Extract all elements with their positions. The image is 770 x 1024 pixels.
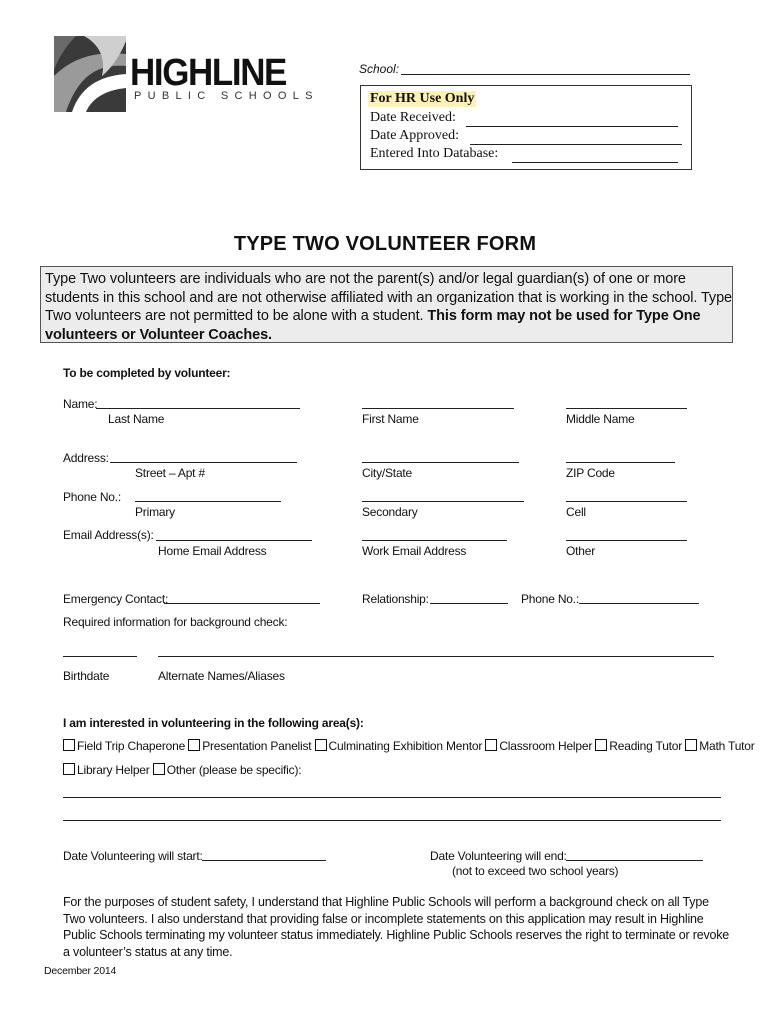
end-date-note: (not to exceed two school years) — [452, 864, 619, 878]
last-name-caption: Last Name — [108, 412, 165, 426]
other-specify-line-2[interactable] — [63, 820, 721, 821]
other-label: Other (please be specific): — [166, 763, 302, 777]
hr-box-title: For HR Use Only — [370, 91, 475, 106]
entered-database-field[interactable] — [512, 162, 678, 163]
address-label: Address: — [63, 451, 109, 465]
presentation-label: Presentation Panelist — [202, 739, 312, 753]
cell-phone-caption: Cell — [566, 505, 586, 519]
middle-name-caption: Middle Name — [566, 412, 635, 426]
volunteer-section-heading: To be completed by volunteer: — [63, 366, 231, 380]
other-email-caption: Other — [566, 544, 596, 558]
field-trip-checkbox[interactable] — [63, 739, 75, 751]
street-field[interactable] — [110, 462, 297, 463]
emergency-phone-field[interactable] — [579, 603, 699, 604]
emergency-contact-label: Emergency Contact: — [63, 592, 169, 606]
end-date-label: Date Volunteering will end: — [430, 849, 567, 863]
interest-heading: I am interested in volunteering in the following area(s): — [63, 716, 364, 730]
entered-database-label: Entered Into Database: — [370, 146, 499, 161]
zip-code-field[interactable] — [566, 462, 675, 463]
work-email-caption: Work Email Address — [362, 544, 467, 558]
first-name-field[interactable] — [362, 408, 514, 409]
home-email-caption: Home Email Address — [158, 544, 267, 558]
name-label: Name: — [63, 397, 98, 411]
form-title: TYPE TWO VOLUNTEER FORM — [233, 233, 537, 255]
email-label: Email Address(s): — [63, 528, 154, 542]
classroom-checkbox[interactable] — [485, 739, 497, 751]
first-name-caption: First Name — [362, 412, 419, 426]
intro-body: Type Two volunteers are individuals who are not the parent(s) and/or legal guardian(s) of one or more students in this school and are not otherwise affiliated with an organization that is working in the school. Type Two volunteers are not permitted to be alone with a student. — [45, 271, 732, 324]
phone-label: Phone No.: — [63, 490, 122, 504]
background-check-heading: Required information for background check: — [63, 615, 288, 629]
birthdate-caption: Birthdate — [63, 669, 110, 683]
start-date-field[interactable] — [202, 860, 326, 861]
cell-phone-field[interactable] — [566, 501, 687, 502]
city-state-caption: City/State — [362, 466, 413, 480]
date-received-label: Date Received: — [370, 110, 456, 125]
logo-subtitle: PUBLIC SCHOOLS — [134, 90, 319, 102]
relationship-field[interactable] — [430, 603, 508, 604]
logo-title: HIGHLINE — [130, 52, 286, 94]
primary-phone-field[interactable] — [135, 501, 281, 502]
middle-name-field[interactable] — [566, 408, 687, 409]
aliases-caption: Alternate Names/Aliases — [158, 669, 285, 683]
classroom-label: Classroom Helper — [499, 739, 593, 753]
home-email-field[interactable] — [156, 540, 312, 541]
reading-checkbox[interactable] — [595, 739, 607, 751]
birthdate-field[interactable] — [63, 656, 137, 657]
emergency-phone-label: Phone No.: — [521, 592, 580, 606]
city-state-field[interactable] — [362, 462, 519, 463]
relationship-label: Relationship: — [362, 592, 429, 606]
work-email-field[interactable] — [362, 540, 507, 541]
highline-logo-icon — [54, 36, 126, 112]
zip-code-caption: ZIP Code — [566, 466, 615, 480]
secondary-phone-caption: Secondary — [362, 505, 418, 519]
secondary-phone-field[interactable] — [362, 501, 524, 502]
reading-label: Reading Tutor — [609, 739, 683, 753]
library-checkbox[interactable] — [63, 763, 75, 775]
safety-statement: For the purposes of student safety, I understand that Highline Public Schools will perform a background check on all Type Two volunteers. I also understand that providing false or incomplete statements on this application may result in Highline Public Schools terminating my volunteer status immediately. Highline Public Schools reserves the right to terminate or revoke a volunteer’s status at any time. — [63, 895, 730, 959]
primary-phone-caption: Primary — [135, 505, 175, 519]
end-date-field[interactable] — [566, 860, 703, 861]
date-received-field[interactable] — [466, 126, 678, 127]
school-label: School: — [359, 62, 400, 76]
math-checkbox[interactable] — [685, 739, 697, 751]
culminating-label: Culminating Exhibition Mentor — [328, 739, 483, 753]
street-caption: Street – Apt # — [135, 466, 205, 480]
intro-bold-note: This form may not be used for Type One volunteers or Volunteer Coaches. — [45, 308, 701, 343]
interest-row-1 — [63, 739, 755, 753]
last-name-field[interactable] — [96, 408, 300, 409]
date-approved-label: Date Approved: — [370, 128, 460, 143]
date-approved-field[interactable] — [470, 144, 682, 145]
other-specify-line-1[interactable] — [63, 797, 721, 798]
emergency-contact-field[interactable] — [164, 603, 320, 604]
footer-date: December 2014 — [44, 965, 117, 977]
culminating-checkbox[interactable] — [315, 739, 327, 751]
other-checkbox[interactable] — [153, 763, 165, 775]
math-label: Math Tutor — [699, 739, 755, 753]
field-trip-label: Field Trip Chaperone — [77, 739, 186, 753]
school-field[interactable] — [401, 74, 690, 75]
intro-text — [45, 270, 733, 344]
start-date-label: Date Volunteering will start: — [63, 849, 203, 863]
library-label: Library Helper — [77, 763, 150, 777]
interest-row-2 — [63, 763, 301, 777]
aliases-field[interactable] — [158, 656, 714, 657]
presentation-checkbox[interactable] — [188, 739, 200, 751]
other-email-field[interactable] — [566, 540, 687, 541]
